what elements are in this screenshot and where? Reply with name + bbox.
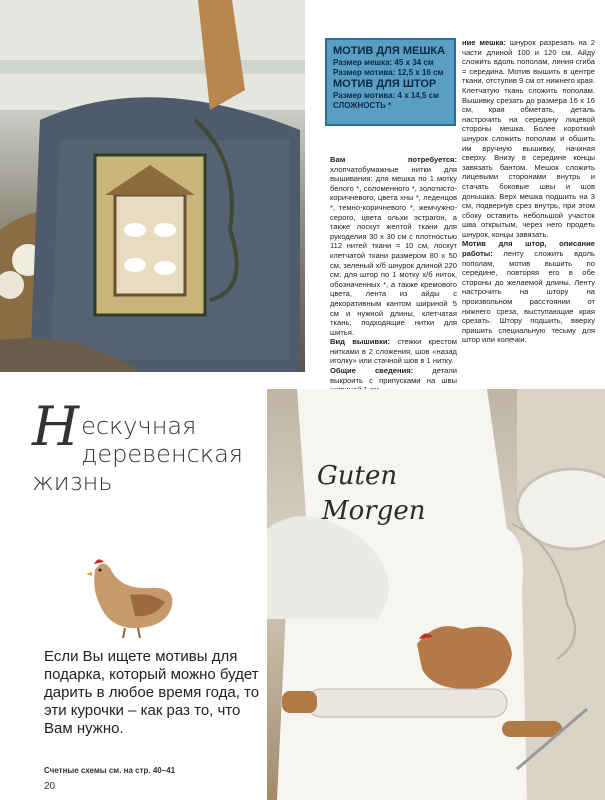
general-text: детали выкроить с припусками на швы [330,366,457,385]
schemes-reference: Счетные схемы см. на стр. 40–41 [44,766,176,775]
instructions-column-left [330,155,457,404]
materials-text: хлопчатобумажные нитки для вышивания: для мешка по 1 мотку белого *, соломенного *, золотисто-коричневого, цвета хны *, леденцов *, темно-коричневого *, жемчужно-серого, цвета ольхи эстрагон, а также лоскут желтой ткани для рукоделия 30 х 30 см с плотностью 112 нитей ткани = 10 см, лоскут клетчатой ткани размером 80 х 50 см, зеленый х/б шнурок длиной 220 см; для штор по 1 мотку х/б ниток, обозначенных *, а также кремового цвета, лента из айды с декоративным кантом шириной 5 см и нужной длины, клетчатая ткань; подходящие нитки для шитья. [330,164,457,337]
bag-steps-text: шнурок разрезать на 2 части длиной 100 и 120 см. Айду сложить вдоль пополам, линия сгиба = середина. Мотив вышить в центре ткани, отступив 9 см от нижнего края. Клетчатую ткань сложить пополам. Вышивку срезать до размера 16 х 16 см, края обметать, деталь настрочить на середину лицевой стороны мешка. Более короткий шнурок сложить пополам и обшить им вручную вышивку, начиная сверху. Внизу в середине концы завязать бантом. Мешок сложить лицевыми сторонами внутрь и стачать боковые швы и шов донышка. Верх мешка подшить на 3 см, подвернув срез внутрь, при этом сбоку оставить небольшой участок шва открытым, через него продеть шнурок, концы завязать. [462,38,595,239]
curtain-motif-title: МОТИВ ДЛЯ ШТОР [333,78,437,90]
bag-size: Размер мешка: 45 х 34 см [333,58,434,67]
difficulty-label: СЛОЖНОСТЬ * [333,101,392,110]
headline-line-2: деревенская [81,440,243,468]
hen-embroidery-image [80,550,180,640]
apron-photo [267,389,605,800]
curtain-steps-text: ленту сложить вдоль пополам, мотив вышить по середине, повторяя его в обе стороны до желаемой длины. Ленту настрочить на штору на произвольном расстоянии от нижнего среза, выступающие края срезать. Штору подшить, вверху пришить специальную тесьму для штор или колечки. [462,249,595,345]
materials-label: Вам потребуется: [330,155,457,164]
apron-text-guten: Guten [317,461,398,491]
stitch-label: Вид вышивки: [330,337,391,347]
general-label: Общие сведения: [330,366,414,376]
bag-steps-label: ние мешка: [462,38,507,47]
bag-motif-title: МОТИВ ДЛЯ МЕШКА [333,45,446,57]
pattern-info-box [325,38,456,126]
headline-line-1: ескучная [81,412,197,440]
curtain-motif-size: Размер мотива: 4 х 14,5 см [333,91,440,100]
instructions-column-right [462,38,595,345]
article-headline [32,395,262,496]
bag-photo [0,0,305,372]
bag-motif-size: Размер мотива: 12,5 х 16 см [333,68,444,77]
apron-text-morgen: Morgen [322,496,426,526]
intro-paragraph: Если Вы ищете мотивы для подарка, который можно будет дарить в любое время года, то эти курочки – как раз то, что Вам нужно. [44,648,260,737]
headline-drop-cap: Н [32,395,80,458]
curtain-steps-label: Мотив для штор, описание работы: [462,239,595,259]
page-number: 20 [44,781,56,792]
stitch-text: стежки крестом нитками в 2 сложения, шов «назад иголку» или стачной шов в 1 нитку. [330,337,457,366]
headline-line-3: жизнь [32,468,113,496]
